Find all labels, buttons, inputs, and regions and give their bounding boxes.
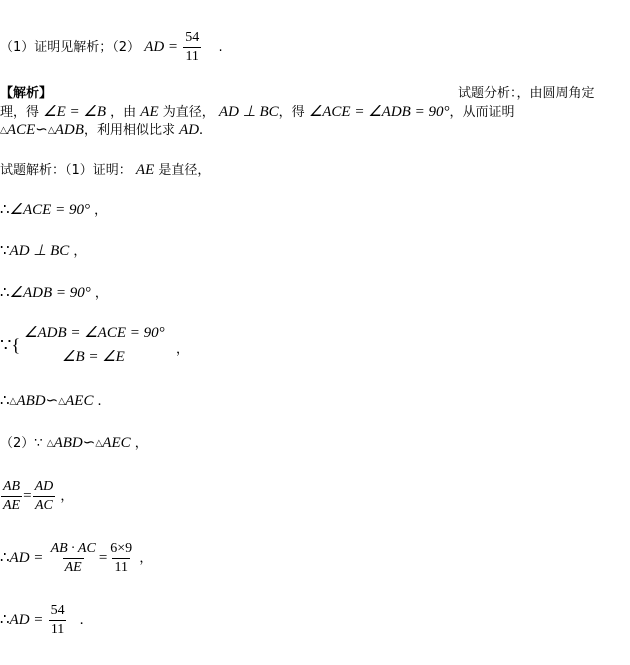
- denominator: AE: [64, 560, 82, 575]
- compute-line: [0, 540, 152, 577]
- comma: ，: [94, 203, 108, 218]
- equals-sign: =: [23, 488, 32, 504]
- fraction-6x9-11: [108, 541, 134, 576]
- comma: ，: [139, 551, 153, 566]
- answer-line: [0, 30, 223, 65]
- analysis-text: 理，得: [0, 105, 40, 120]
- therefore-symbol: ∴: [0, 285, 10, 301]
- math-ad: AD: [179, 122, 200, 138]
- math-perp: AD ⊥ BC: [218, 104, 279, 120]
- comma: ，: [60, 489, 74, 504]
- math-abd: ABD: [16, 393, 46, 409]
- solution-text: 是直径，: [158, 163, 211, 178]
- step-5: [0, 391, 101, 412]
- triangle-symbol: △: [0, 125, 7, 136]
- analysis-tag: 【解析】: [0, 86, 53, 101]
- math-angle-eq: ∠E = ∠B: [43, 104, 106, 120]
- step-3: [0, 283, 108, 304]
- analysis-head-right: 试题分析：，由圆周角定: [458, 86, 595, 101]
- therefore-symbol: ∴: [0, 393, 10, 409]
- equals-sign: =: [98, 550, 108, 566]
- triangle-symbol: △: [46, 438, 54, 449]
- fraction-ad-ac: [33, 479, 56, 514]
- because-brace: ∵{: [0, 335, 21, 355]
- math-angle-adb: ∠ADB = 90°: [9, 285, 91, 301]
- comma: ，: [134, 436, 148, 451]
- answer-ad: AD =: [144, 39, 179, 55]
- part-2-text: （2）∵: [0, 436, 43, 451]
- math-angle-ace: ∠ACE = 90°: [9, 202, 90, 218]
- step-2: [0, 241, 86, 262]
- numerator: AB · AC: [50, 541, 96, 556]
- system-line-2: ∠B = ∠E: [62, 349, 125, 365]
- denominator: AC: [34, 498, 53, 513]
- analysis-text: ，从而证明: [449, 105, 515, 120]
- triangle-symbol: △: [9, 396, 17, 407]
- answer-num: 54: [185, 30, 200, 45]
- denominator: AE: [3, 498, 21, 513]
- math-ad-lhs: AD =: [9, 550, 44, 566]
- comma: ，: [94, 286, 108, 301]
- math-adb: ADB: [54, 122, 84, 138]
- analysis-text: ，由: [110, 105, 137, 120]
- period: .: [79, 612, 84, 628]
- answer-den: 11: [185, 49, 199, 64]
- answer-fraction: [183, 30, 201, 65]
- fraction-ab-ac-ae: [49, 541, 98, 576]
- math-perp: AD ⊥ BC: [9, 243, 70, 259]
- analysis-text: 为直径，: [162, 105, 215, 120]
- answer-end: .: [218, 40, 223, 55]
- ratio-line: [0, 478, 73, 515]
- therefore-symbol: ∴: [0, 202, 10, 218]
- answer-text: （1）证明见解析；（2）: [0, 40, 141, 55]
- because-symbol: ∵: [0, 243, 10, 259]
- denominator: 11: [114, 560, 128, 575]
- numerator: 54: [50, 603, 65, 618]
- math-aec: AEC: [65, 393, 94, 409]
- period: .: [97, 393, 102, 409]
- analysis-text: ，得: [278, 105, 305, 120]
- denominator: 11: [50, 622, 65, 637]
- math-ad-lhs: AD =: [9, 612, 44, 628]
- fraction-ab-ae: [1, 479, 22, 514]
- math-abd: ABD: [53, 435, 83, 451]
- similar-symbol: ∽: [82, 435, 96, 451]
- comma: ，: [73, 244, 87, 259]
- numerator: AD: [34, 479, 54, 494]
- comma: ，: [176, 342, 190, 357]
- part-2-head: [0, 433, 148, 454]
- triangle-symbol: △: [58, 396, 66, 407]
- period: .: [199, 122, 203, 138]
- math-right-angles: ∠ACE = ∠ADB = 90°: [308, 104, 450, 120]
- numerator: 6×9: [110, 541, 133, 556]
- triangle-symbol: △: [47, 125, 55, 136]
- similar-symbol: ∽: [35, 122, 48, 138]
- analysis-text: ，利用相似比求: [83, 123, 175, 138]
- numerator: AB: [3, 479, 21, 494]
- solution-head-text: 试题解析：（1）证明：: [0, 163, 132, 178]
- step-1: [0, 200, 107, 221]
- math-ace: ACE: [6, 122, 36, 138]
- math-ae: AE: [140, 104, 159, 120]
- math-aec: AEC: [102, 435, 131, 451]
- final-line: [0, 602, 83, 639]
- therefore-symbol: ∴: [0, 550, 10, 566]
- triangle-symbol: △: [95, 438, 103, 449]
- analysis-line-3: [0, 120, 203, 141]
- math-ae: AE: [135, 162, 155, 178]
- similar-symbol: ∽: [45, 393, 59, 409]
- fraction-54-11: [49, 603, 67, 638]
- solution-head: [0, 160, 210, 181]
- therefore-symbol: ∴: [0, 612, 10, 628]
- system-line-1: ∠ADB = ∠ACE = 90°: [24, 325, 165, 341]
